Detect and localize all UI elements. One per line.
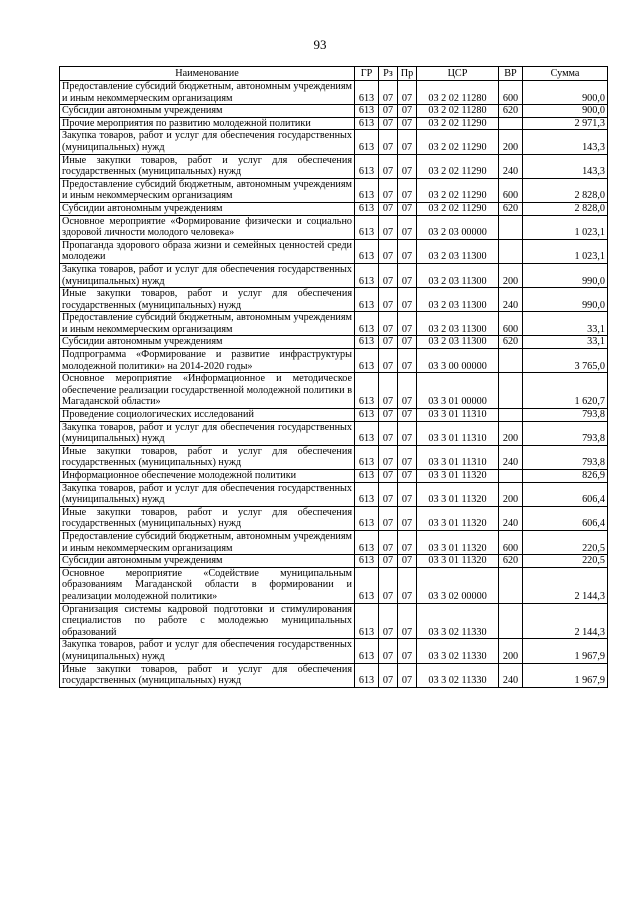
cell-csr: 03 2 02 11280 (417, 105, 499, 118)
cell-name: Основное мероприятие «Информационное и методическое обеспечение реализации государственной молодежной политики в Магаданской области» (60, 373, 355, 409)
cell-rz: 07 (379, 482, 398, 506)
cell-vr (499, 215, 523, 239)
cell-gr: 613 (355, 215, 379, 239)
cell-rz: 07 (379, 639, 398, 663)
cell-gr: 613 (355, 117, 379, 130)
cell-sum: 2 144,3 (523, 603, 608, 639)
page-number: 93 (313, 37, 327, 52)
cell-vr: 620 (499, 105, 523, 118)
cell-csr: 03 2 03 11300 (417, 263, 499, 287)
table-row (60, 178, 608, 202)
table-row (60, 81, 608, 105)
cell-csr: 03 3 01 11310 (417, 421, 499, 445)
cell-csr: 03 2 03 11300 (417, 336, 499, 349)
cell-sum: 2 971,3 (523, 117, 608, 130)
cell-pr: 07 (398, 239, 417, 263)
cell-sum: 143,3 (523, 154, 608, 178)
cell-sum: 2 144,3 (523, 567, 608, 603)
cell-vr: 620 (499, 555, 523, 568)
cell-name: Проведение социологических исследований (60, 409, 355, 422)
cell-name: Субсидии автономным учреждениям (60, 202, 355, 215)
table-row (60, 567, 608, 603)
cell-name: Субсидии автономным учреждениям (60, 105, 355, 118)
cell-name: Подпрограмма «Формирование и развитие инфраструктуры молодежной политики» на 2014-2020 годы» (60, 349, 355, 373)
table-body (60, 81, 608, 688)
budget-table (59, 66, 608, 688)
cell-vr: 240 (499, 506, 523, 530)
cell-name: Закупка товаров, работ и услуг для обеспечения государственных (муниципальных) нужд (60, 482, 355, 506)
cell-rz: 07 (379, 336, 398, 349)
cell-csr: 03 2 02 11290 (417, 130, 499, 154)
cell-pr: 07 (398, 567, 417, 603)
cell-vr: 240 (499, 663, 523, 687)
cell-rz: 07 (379, 470, 398, 483)
cell-name: Организация системы кадровой подготовки и стимулирования специалистов по работе с молодежью муниципальных образований (60, 603, 355, 639)
cell-pr: 07 (398, 154, 417, 178)
cell-gr: 613 (355, 81, 379, 105)
cell-rz: 07 (379, 105, 398, 118)
cell-pr: 07 (398, 555, 417, 568)
cell-rz: 07 (379, 117, 398, 130)
cell-name: Иные закупки товаров, работ и услуг для обеспечения государственных (муниципальных) нужд (60, 445, 355, 469)
cell-rz: 07 (379, 154, 398, 178)
cell-sum: 606,4 (523, 506, 608, 530)
cell-rz: 07 (379, 373, 398, 409)
cell-rz: 07 (379, 263, 398, 287)
cell-name: Закупка товаров, работ и услуг для обеспечения государственных (муниципальных) нужд (60, 130, 355, 154)
cell-pr: 07 (398, 215, 417, 239)
table-row (60, 530, 608, 554)
cell-name: Иные закупки товаров, работ и услуг для обеспечения государственных (муниципальных) нужд (60, 506, 355, 530)
cell-rz: 07 (379, 215, 398, 239)
header-gr: ГР (355, 67, 379, 81)
cell-rz: 07 (379, 349, 398, 373)
cell-vr: 620 (499, 336, 523, 349)
cell-gr: 613 (355, 567, 379, 603)
header-pr: Пр (398, 67, 417, 81)
cell-rz: 07 (379, 178, 398, 202)
cell-sum: 1 967,9 (523, 663, 608, 687)
table-row (60, 639, 608, 663)
cell-sum: 33,1 (523, 312, 608, 336)
table-header (60, 67, 608, 81)
cell-rz: 07 (379, 663, 398, 687)
header-rz: Рз (379, 67, 398, 81)
header-csr: ЦСР (417, 67, 499, 81)
cell-name: Прочие мероприятия по развитию молодежной политики (60, 117, 355, 130)
cell-pr: 07 (398, 530, 417, 554)
cell-pr: 07 (398, 409, 417, 422)
cell-gr: 613 (355, 555, 379, 568)
cell-name: Субсидии автономным учреждениям (60, 555, 355, 568)
cell-sum: 220,5 (523, 530, 608, 554)
table-row (60, 288, 608, 312)
cell-sum: 143,3 (523, 130, 608, 154)
cell-gr: 613 (355, 288, 379, 312)
table-row (60, 445, 608, 469)
cell-csr: 03 3 01 11320 (417, 506, 499, 530)
cell-name: Предоставление субсидий бюджетным, автономным учреждениям и иным некоммерческим организациям (60, 178, 355, 202)
table-row (60, 154, 608, 178)
cell-sum: 793,8 (523, 445, 608, 469)
cell-vr (499, 373, 523, 409)
cell-sum: 3 765,0 (523, 349, 608, 373)
cell-csr: 03 2 02 11290 (417, 202, 499, 215)
cell-pr: 07 (398, 81, 417, 105)
cell-rz: 07 (379, 421, 398, 445)
cell-rz: 07 (379, 288, 398, 312)
header-row (60, 67, 608, 81)
table-row (60, 263, 608, 287)
cell-pr: 07 (398, 373, 417, 409)
cell-sum: 990,0 (523, 263, 608, 287)
table-row (60, 555, 608, 568)
cell-pr: 07 (398, 421, 417, 445)
cell-csr: 03 2 02 11290 (417, 117, 499, 130)
cell-vr (499, 409, 523, 422)
cell-csr: 03 3 01 11320 (417, 470, 499, 483)
cell-name: Иные закупки товаров, работ и услуг для обеспечения государственных (муниципальных) нужд (60, 288, 355, 312)
cell-gr: 613 (355, 105, 379, 118)
header-vr: ВР (499, 67, 523, 81)
cell-vr (499, 117, 523, 130)
cell-vr: 240 (499, 154, 523, 178)
cell-csr: 03 3 01 11320 (417, 482, 499, 506)
cell-gr: 613 (355, 506, 379, 530)
cell-name: Иные закупки товаров, работ и услуг для обеспечения государственных (муниципальных) нужд (60, 663, 355, 687)
cell-vr: 600 (499, 530, 523, 554)
cell-gr: 613 (355, 603, 379, 639)
cell-rz: 07 (379, 312, 398, 336)
cell-name: Предоставление субсидий бюджетным, автономным учреждениям и иным некоммерческим организациям (60, 81, 355, 105)
cell-sum: 2 828,0 (523, 178, 608, 202)
cell-csr: 03 2 03 11300 (417, 239, 499, 263)
cell-csr: 03 3 02 11330 (417, 639, 499, 663)
table-row (60, 421, 608, 445)
cell-sum: 1 620,7 (523, 373, 608, 409)
cell-sum: 793,8 (523, 409, 608, 422)
cell-name: Иные закупки товаров, работ и услуг для обеспечения государственных (муниципальных) нужд (60, 154, 355, 178)
cell-gr: 613 (355, 470, 379, 483)
cell-rz: 07 (379, 555, 398, 568)
cell-sum: 826,9 (523, 470, 608, 483)
cell-gr: 613 (355, 639, 379, 663)
cell-gr: 613 (355, 202, 379, 215)
cell-name: Предоставление субсидий бюджетным, автономным учреждениям и иным некоммерческим организациям (60, 530, 355, 554)
cell-gr: 613 (355, 263, 379, 287)
cell-gr: 613 (355, 312, 379, 336)
table-row (60, 239, 608, 263)
header-sum: Сумма (523, 67, 608, 81)
cell-pr: 07 (398, 117, 417, 130)
table-row (60, 409, 608, 422)
cell-name: Пропаганда здорового образа жизни и семейных ценностей среди молодежи (60, 239, 355, 263)
cell-pr: 07 (398, 336, 417, 349)
cell-pr: 07 (398, 470, 417, 483)
cell-csr: 03 3 01 11310 (417, 445, 499, 469)
cell-pr: 07 (398, 482, 417, 506)
table-row (60, 663, 608, 687)
cell-vr: 200 (499, 482, 523, 506)
table-row (60, 312, 608, 336)
cell-gr: 613 (355, 445, 379, 469)
cell-csr: 03 3 01 11320 (417, 530, 499, 554)
table-row (60, 603, 608, 639)
cell-pr: 07 (398, 130, 417, 154)
cell-sum: 1 023,1 (523, 215, 608, 239)
cell-gr: 613 (355, 482, 379, 506)
cell-vr: 200 (499, 421, 523, 445)
cell-vr: 200 (499, 130, 523, 154)
cell-pr: 07 (398, 639, 417, 663)
cell-pr: 07 (398, 202, 417, 215)
cell-name: Информационное обеспечение молодежной политики (60, 470, 355, 483)
table-row (60, 470, 608, 483)
cell-sum: 793,8 (523, 421, 608, 445)
cell-gr: 613 (355, 130, 379, 154)
table-row (60, 336, 608, 349)
cell-vr: 200 (499, 639, 523, 663)
cell-vr: 240 (499, 288, 523, 312)
cell-gr: 613 (355, 154, 379, 178)
cell-rz: 07 (379, 603, 398, 639)
cell-rz: 07 (379, 567, 398, 603)
cell-csr: 03 2 03 00000 (417, 215, 499, 239)
cell-rz: 07 (379, 202, 398, 215)
table-row (60, 349, 608, 373)
cell-gr: 613 (355, 239, 379, 263)
cell-csr: 03 3 02 00000 (417, 567, 499, 603)
cell-csr: 03 3 02 11330 (417, 663, 499, 687)
cell-sum: 33,1 (523, 336, 608, 349)
cell-pr: 07 (398, 603, 417, 639)
cell-csr: 03 3 01 00000 (417, 373, 499, 409)
cell-name: Закупка товаров, работ и услуг для обеспечения государственных (муниципальных) нужд (60, 263, 355, 287)
cell-vr: 200 (499, 263, 523, 287)
cell-sum: 220,5 (523, 555, 608, 568)
cell-rz: 07 (379, 239, 398, 263)
cell-csr: 03 3 00 00000 (417, 349, 499, 373)
cell-name: Закупка товаров, работ и услуг для обеспечения государственных (муниципальных) нужд (60, 421, 355, 445)
cell-csr: 03 2 02 11280 (417, 81, 499, 105)
cell-rz: 07 (379, 81, 398, 105)
cell-rz: 07 (379, 506, 398, 530)
cell-gr: 613 (355, 336, 379, 349)
table-row (60, 506, 608, 530)
cell-pr: 07 (398, 178, 417, 202)
cell-sum: 900,0 (523, 81, 608, 105)
cell-name: Субсидии автономным учреждениям (60, 336, 355, 349)
table-row (60, 202, 608, 215)
cell-pr: 07 (398, 263, 417, 287)
cell-sum: 900,0 (523, 105, 608, 118)
cell-vr (499, 349, 523, 373)
cell-rz: 07 (379, 445, 398, 469)
cell-pr: 07 (398, 288, 417, 312)
cell-csr: 03 3 02 11330 (417, 603, 499, 639)
cell-gr: 613 (355, 373, 379, 409)
cell-csr: 03 3 01 11310 (417, 409, 499, 422)
table-row (60, 117, 608, 130)
cell-name: Предоставление субсидий бюджетным, автономным учреждениям и иным некоммерческим организациям (60, 312, 355, 336)
cell-pr: 07 (398, 349, 417, 373)
cell-rz: 07 (379, 409, 398, 422)
cell-pr: 07 (398, 663, 417, 687)
cell-vr (499, 603, 523, 639)
cell-sum: 1 023,1 (523, 239, 608, 263)
cell-csr: 03 2 03 11300 (417, 312, 499, 336)
cell-sum: 990,0 (523, 288, 608, 312)
cell-vr: 620 (499, 202, 523, 215)
cell-sum: 606,4 (523, 482, 608, 506)
cell-vr (499, 567, 523, 603)
cell-gr: 613 (355, 409, 379, 422)
cell-name: Закупка товаров, работ и услуг для обеспечения государственных (муниципальных) нужд (60, 639, 355, 663)
cell-vr: 600 (499, 81, 523, 105)
cell-gr: 613 (355, 178, 379, 202)
cell-sum: 1 967,9 (523, 639, 608, 663)
table-row (60, 215, 608, 239)
cell-pr: 07 (398, 105, 417, 118)
cell-csr: 03 2 03 11300 (417, 288, 499, 312)
table-row (60, 105, 608, 118)
table-row (60, 373, 608, 409)
table-row (60, 130, 608, 154)
cell-vr (499, 470, 523, 483)
cell-rz: 07 (379, 130, 398, 154)
cell-rz: 07 (379, 530, 398, 554)
cell-csr: 03 3 01 11320 (417, 555, 499, 568)
cell-csr: 03 2 02 11290 (417, 178, 499, 202)
header-name: Наименование (60, 67, 355, 81)
cell-pr: 07 (398, 312, 417, 336)
cell-sum: 2 828,0 (523, 202, 608, 215)
cell-vr: 240 (499, 445, 523, 469)
cell-vr: 600 (499, 312, 523, 336)
cell-name: Основное мероприятие «Формирование физически и социально здоровой личности молодого человека» (60, 215, 355, 239)
cell-gr: 613 (355, 530, 379, 554)
table-row (60, 482, 608, 506)
cell-pr: 07 (398, 445, 417, 469)
cell-gr: 613 (355, 421, 379, 445)
cell-gr: 613 (355, 349, 379, 373)
cell-vr (499, 239, 523, 263)
cell-csr: 03 2 02 11290 (417, 154, 499, 178)
cell-gr: 613 (355, 663, 379, 687)
cell-pr: 07 (398, 506, 417, 530)
cell-vr: 600 (499, 178, 523, 202)
cell-name: Основное мероприятие «Содействие муниципальным образованиям Магаданской области в формировании и реализации молодежной политики» (60, 567, 355, 603)
